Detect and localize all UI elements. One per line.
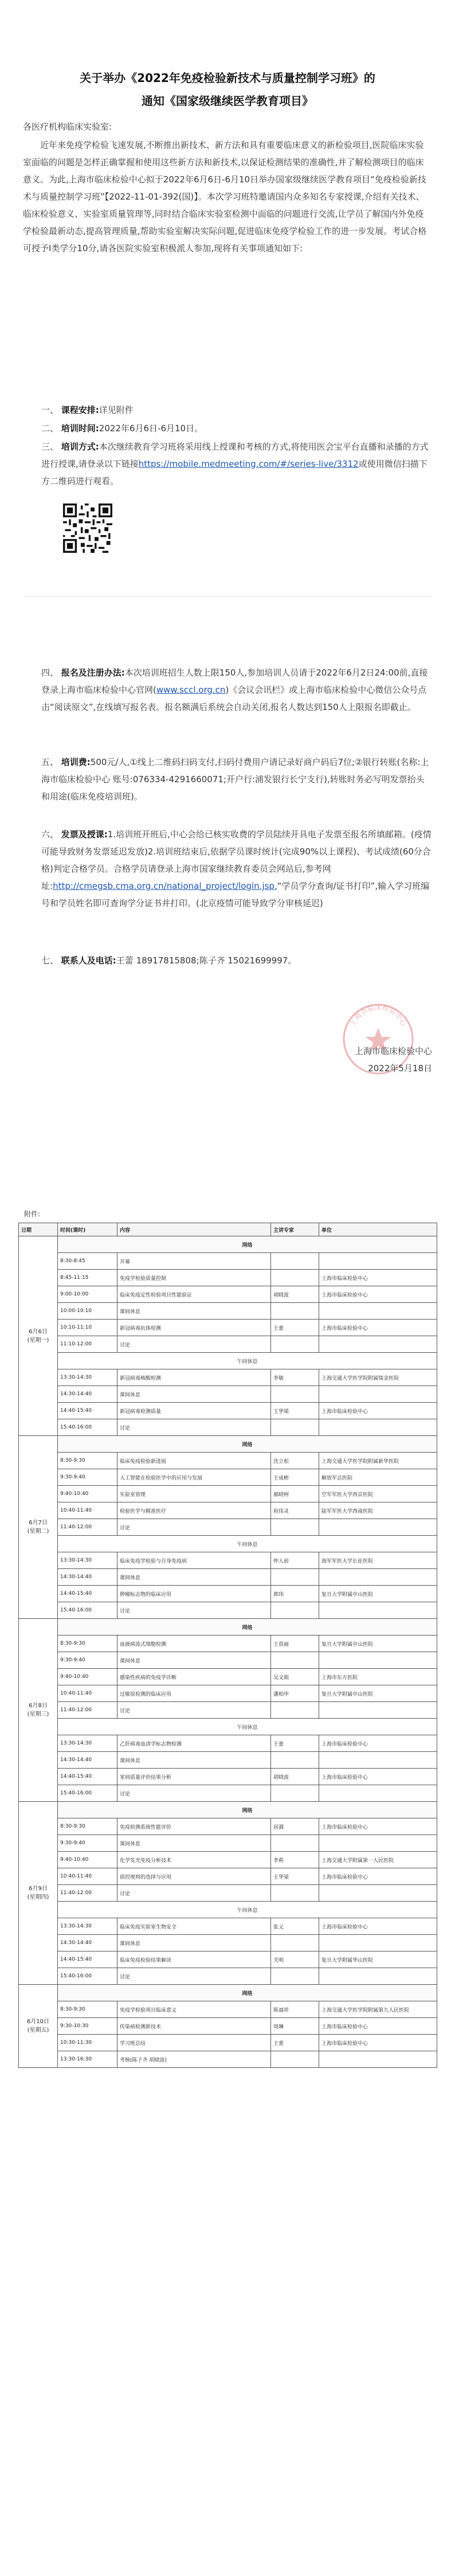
qr-code-image xyxy=(63,504,112,553)
cell-speaker: 关明 xyxy=(271,1951,319,1968)
cell-content: 免疫检测系统性能评价 xyxy=(117,1818,271,1835)
band-online: 网络 xyxy=(58,1236,437,1253)
cell-speaker: 府伟灵 xyxy=(271,1502,319,1519)
table-lunch-row xyxy=(19,1353,437,1369)
cell-unit xyxy=(319,1336,437,1353)
cell-day xyxy=(19,1619,58,1802)
cell-unit: 空军军医大学西京医院 xyxy=(319,1486,437,1502)
cell-time: 15:40-16:00 xyxy=(58,1785,117,1802)
cell-speaker: 李莉 xyxy=(271,1852,319,1868)
cell-time: 10:40-11:40 xyxy=(58,1868,117,1885)
table-row xyxy=(19,1685,437,1702)
table-row xyxy=(19,1569,437,1586)
table-row xyxy=(19,1453,437,1469)
day-weekday: (星期三) xyxy=(27,1711,49,1718)
cell-unit xyxy=(319,1785,437,1802)
header-date: 日期 xyxy=(19,1223,58,1236)
cell-speaker: 王华梁 xyxy=(271,1403,319,1419)
cell-speaker xyxy=(271,1968,319,1985)
cell-unit xyxy=(319,1752,437,1769)
cell-unit: 上海市临床检验中心 xyxy=(319,1735,437,1752)
cell-unit xyxy=(319,1303,437,1320)
cell-unit: 上海市东方医院 xyxy=(319,1669,437,1685)
cell-content: 课间休息 xyxy=(117,1303,271,1320)
cell-time: 13:30-14:30 xyxy=(58,1369,117,1386)
table-row xyxy=(19,1818,437,1835)
cell-time: 10:10-11:10 xyxy=(58,1320,117,1336)
notice-title-line1: 关于举办《2022年免疫检验新技术与质量控制学习班》的 xyxy=(80,71,375,85)
table-row xyxy=(19,1735,437,1752)
cell-speaker: 李敏 xyxy=(271,1369,319,1386)
cell-time: 9:40-10:40 xyxy=(58,1669,117,1685)
cell-unit xyxy=(319,1419,437,1436)
cme-credit-link[interactable]: http://cmegsb.cma.org.cn/national_project/login.jsp xyxy=(53,881,274,891)
table-row xyxy=(19,1270,437,1286)
cell-unit xyxy=(319,1885,437,1902)
section-label: 课程安排: xyxy=(61,405,99,415)
day-label: 6月8日 xyxy=(29,1703,48,1709)
cell-unit: 上海市临床检验中心 xyxy=(319,1818,437,1835)
section-text: 2022年6月6日-6月10日。 xyxy=(99,423,203,434)
table-row xyxy=(19,2018,437,2035)
cell-time: 11:40-12:00 xyxy=(58,1702,117,1719)
day-label: 6月7日 xyxy=(29,1520,48,1526)
cell-content: 讨论 xyxy=(117,1702,271,1719)
cell-speaker: 王华梁 xyxy=(271,1868,319,1885)
cell-unit: 陆军军医大学西南医院 xyxy=(319,1502,437,1519)
cell-time: 13:30-14:30 xyxy=(58,1735,117,1752)
cell-content: 课间休息 xyxy=(117,1652,271,1669)
table-row xyxy=(19,1752,437,1769)
cell-time: 10:30-11:30 xyxy=(58,2035,117,2051)
cell-speaker xyxy=(271,1602,319,1619)
table-row xyxy=(19,1785,437,1802)
section-label: 培训费: xyxy=(61,757,91,767)
section-text-cont: 或使用微信扫描下方二维码进行观看。 xyxy=(41,459,427,486)
section-text: 本次培训班招生人数上限150人,参加培训人员请于2022年6月2日24:00前,直接登录上海市临床检验中心官网( xyxy=(41,668,428,695)
cell-speaker: 仲人前 xyxy=(271,1552,319,1569)
table-row xyxy=(19,1336,437,1353)
cell-content: 人工智能在检验医学中的应用与发展 xyxy=(117,1469,271,1486)
cell-speaker xyxy=(271,1270,319,1286)
table-row xyxy=(19,2035,437,2051)
cell-time: 10:40-11:40 xyxy=(58,1502,117,1519)
cell-speaker xyxy=(271,1935,319,1951)
cell-speaker xyxy=(271,1386,319,1403)
cell-content: 讨论 xyxy=(117,1419,271,1436)
cell-content: 考核(陈子齐 胡晓波) xyxy=(117,2051,271,2068)
cell-time: 14:30-14:40 xyxy=(58,1935,117,1951)
section-number: 四、 xyxy=(41,668,59,678)
day-label: 6月6日 xyxy=(29,1328,48,1335)
table-row xyxy=(19,2001,437,2018)
cell-speaker xyxy=(271,1752,319,1769)
header-speaker: 主讲专家 xyxy=(271,1223,319,1236)
cell-content: 免疫学检验质量控制 xyxy=(117,1270,271,1286)
table-row xyxy=(19,1951,437,1968)
cell-speaker: 胡晓波 xyxy=(271,1286,319,1303)
cell-content: 课间休息 xyxy=(117,1835,271,1852)
cell-speaker xyxy=(271,1253,319,1270)
table-row xyxy=(19,1502,437,1519)
cell-lunch: 午间休息 xyxy=(58,1902,437,1918)
cell-speaker: 郭玮 xyxy=(271,1586,319,1602)
table-lunch-row xyxy=(19,1902,437,1918)
section-label: 发票及授课: xyxy=(61,829,108,840)
cell-time: 13:30-14:30 xyxy=(58,1918,117,1935)
cell-unit xyxy=(319,1968,437,1985)
cell-unit: 解放军总医院 xyxy=(319,1469,437,1486)
cell-content: 血液病流式细胞检测 xyxy=(117,1636,271,1652)
table-row xyxy=(19,1486,437,1502)
cell-time: 9:30-9:40 xyxy=(58,1652,117,1669)
intro-paragraph: 近年来免疫学检验飞速发展,不断推出新技术、新方法和具有重要临床意义的新检验项目,医院临床实验室面临的问题是怎样正确掌握和使用这些新方法和新技术,以保证检测结果的准确性,并了解检测项目的临床意义。为此,上海市临床检验中心拟于2022年6月6日-6月10日举办国家级继续医学教育项目“免疫检验新技术与质量控制学习班”【2022-11-01-392(国)】。本次学习班特邀请国内众多知名专家授课,介绍有关技术、临床检验意义、实验室质量管理等,同时结合临床实验室检测中面临的问题进行交流,让学员了解国内外免疫学检验最新动态,提高管理质量,帮助实验室解决实际问题,促进临床免疫学检验工作的进一步发展。考试合格可授予Ⅰ类学分10分,请各医院实验室积极派人参加,现将有关事项通知如下: xyxy=(23,140,427,253)
section-text: 王蕾 18917815808;陈子齐 15021699997。 xyxy=(116,955,297,966)
cell-time: 11:40-12:00 xyxy=(58,1885,117,1902)
schedule-table xyxy=(18,1223,437,2068)
cell-time: 14:30-14:40 xyxy=(58,1386,117,1403)
cell-speaker xyxy=(271,1519,319,1536)
cell-time: 13:30-16:30 xyxy=(58,2051,117,2068)
cell-content: 讨论 xyxy=(117,1968,271,1985)
table-row xyxy=(19,1469,437,1486)
cell-content: 新冠病毒检测质量 xyxy=(117,1403,271,1419)
table-row xyxy=(19,1286,437,1303)
table-row xyxy=(19,1552,437,1569)
table-band-row xyxy=(19,1236,437,1253)
cell-speaker xyxy=(271,1303,319,1320)
header-content: 内容 xyxy=(117,1223,271,1236)
cell-time: 9:30-9:40 xyxy=(58,1835,117,1852)
section-course-schedule xyxy=(41,401,432,419)
table-row xyxy=(19,1320,437,1336)
table-lunch-row xyxy=(19,1719,437,1735)
cell-time: 8:30-9:30 xyxy=(58,1453,117,1469)
table-row xyxy=(19,1835,437,1852)
table-row xyxy=(19,1369,437,1386)
table-row xyxy=(19,1419,437,1436)
cell-content: 肿瘤标志物的临床应用 xyxy=(117,1586,271,1602)
cell-content: 免疫学检验项目临床意义 xyxy=(117,2001,271,2018)
cell-speaker: 郝晓柯 xyxy=(271,1486,319,1502)
cell-speaker xyxy=(271,1785,319,1802)
cell-time: 10:40-11:40 xyxy=(58,1685,117,1702)
cell-time: 8:30-8:45 xyxy=(58,1253,117,1270)
cell-content: 新冠病毒抗体检测 xyxy=(117,1320,271,1336)
cell-time: 14:40-15:40 xyxy=(58,1403,117,1419)
cell-unit xyxy=(319,1935,437,1951)
day-weekday: (星期五) xyxy=(27,2027,49,2034)
cell-unit: 复旦大学附属中山医院 xyxy=(319,1636,437,1652)
cell-unit: 复旦大学附属中山医院 xyxy=(319,1685,437,1702)
attachment-label: 附件: xyxy=(24,1210,41,1218)
cell-time: 14:40-15:40 xyxy=(58,1586,117,1602)
cell-content: 讨论 xyxy=(117,1602,271,1619)
cell-content: 课间休息 xyxy=(117,1386,271,1403)
cell-unit xyxy=(319,1569,437,1586)
cell-time: 10:00-10:10 xyxy=(58,1303,117,1320)
cell-time: 9:40-10:40 xyxy=(58,1486,117,1502)
cell-time: 15:40-16:00 xyxy=(58,1419,117,1436)
band-online: 网络 xyxy=(58,1619,437,1636)
section-number: 五、 xyxy=(41,757,59,767)
cell-time: 8:30-9:30 xyxy=(58,2001,117,2018)
cell-speaker xyxy=(271,2051,319,2068)
cell-unit xyxy=(319,1652,437,1669)
cell-unit xyxy=(319,1602,437,1619)
table-row xyxy=(19,1386,437,1403)
cell-day xyxy=(19,1802,58,1985)
table-row xyxy=(19,1652,437,1669)
section-number: 三、 xyxy=(41,442,59,452)
cell-day xyxy=(19,1436,58,1619)
cell-day xyxy=(19,1236,58,1436)
section-text: 500元/人,①线上二维码扫码支付,扫码付费用户请记录好商户码后7位;②银行转账(名称:上海市临床检验中心 账号:076334-4291660071;开户行:浦发银行长宁支行),转账时务必写明发票抬头和用途(临床免疫培训班)。 xyxy=(41,757,429,802)
table-band-row xyxy=(19,1802,437,1818)
section-label: 培训时间: xyxy=(61,423,99,434)
table-row xyxy=(19,1935,437,1951)
table-row xyxy=(19,1918,437,1935)
header-time: 时间(课时) xyxy=(58,1223,117,1236)
cell-time: 9:00-10:00 xyxy=(58,1286,117,1303)
table-row xyxy=(19,1403,437,1419)
cell-speaker xyxy=(271,1835,319,1852)
cell-time: 15:40-16:00 xyxy=(58,1602,117,1619)
table-lunch-row xyxy=(19,1536,437,1552)
live-stream-link[interactable]: https://mobile.medmeeting.com/#/series-live/3312 xyxy=(138,459,359,469)
cell-content: 讨论 xyxy=(117,1885,271,1902)
table-band-row xyxy=(19,1985,437,2001)
section-divider xyxy=(23,596,432,597)
cell-unit: 复旦大学附属中山医院 xyxy=(319,1586,437,1602)
cell-time: 14:30-14:40 xyxy=(58,1569,117,1586)
section-training-method xyxy=(41,438,432,490)
cell-unit: 上海交通大学医学院附属新华医院 xyxy=(319,1453,437,1469)
cell-speaker: 居漪 xyxy=(271,1818,319,1835)
cell-unit: 上海市临床检验中心 xyxy=(319,1286,437,1303)
cell-time: 8:30-9:30 xyxy=(58,1818,117,1835)
table-row xyxy=(19,1602,437,1619)
cell-content: 传染病检测新技术 xyxy=(117,2018,271,2035)
table-header-row xyxy=(19,1223,437,1236)
section-number: 七、 xyxy=(41,955,59,966)
cell-content: 化学发光免疫分析技术 xyxy=(117,1852,271,1868)
table-row xyxy=(19,1868,437,1885)
table-row xyxy=(19,1586,437,1602)
cell-content: 过敏原检测的临床应用 xyxy=(117,1685,271,1702)
section-contact xyxy=(41,952,432,969)
cell-speaker: 王成彬 xyxy=(271,1469,319,1486)
section-training-time xyxy=(41,420,432,437)
cell-unit: 上海市临床检验中心 xyxy=(319,1769,437,1785)
cell-speaker xyxy=(271,1702,319,1719)
cell-lunch: 午间休息 xyxy=(58,1536,437,1552)
cell-content: 室间质量评价结果分析 xyxy=(117,1769,271,1785)
cell-speaker: 王蕾 xyxy=(271,2035,319,2051)
cell-time: 13:30-14:30 xyxy=(58,1552,117,1569)
band-online: 网络 xyxy=(58,1802,437,1818)
table-row xyxy=(19,1885,437,1902)
cell-content: 开幕 xyxy=(117,1253,271,1270)
cell-content: 学习班总结 xyxy=(117,2035,271,2051)
header-unit: 单位 xyxy=(319,1223,437,1236)
cell-content: 临床免疫学检验与自身免疫病 xyxy=(117,1552,271,1569)
day-weekday: (星期一) xyxy=(27,1337,49,1344)
salutation: 各医疗机构临床实验室: xyxy=(23,122,112,132)
cell-unit: 上海市临床检验中心 xyxy=(319,1918,437,1935)
cell-time: 8:45-11:15 xyxy=(58,1270,117,1286)
cell-content: 质控规则的选择与应用 xyxy=(117,1868,271,1885)
cell-speaker: 胡晓波 xyxy=(271,1769,319,1785)
cell-unit: 上海市临床检验中心 xyxy=(319,1320,437,1336)
cell-speaker: 周琳 xyxy=(271,2018,319,2035)
cell-speaker: 张义 xyxy=(271,1918,319,1935)
cell-content: 临床免疫检验结果解读 xyxy=(117,1951,271,1968)
section-label: 培训方式: xyxy=(61,442,99,452)
cell-content: 讨论 xyxy=(117,1519,271,1536)
cell-lunch: 午间休息 xyxy=(58,1719,437,1735)
sign-date: 2022年5月18日 xyxy=(368,1063,432,1074)
cell-time: 9:30-9:40 xyxy=(58,1469,117,1486)
cell-day xyxy=(19,1985,58,2068)
section-text-cont: )《会议会讯栏》或上海市临床检验中心微信公众号点击“阅读原文”,在线填写报名表。报名额满后系统会自动关闭,报名人数达到150人上限报名即截止。 xyxy=(41,685,427,712)
section-registration xyxy=(41,664,432,716)
table-row xyxy=(19,1303,437,1320)
section-number: 一、 xyxy=(41,405,59,415)
cell-time: 11:10-12:00 xyxy=(58,1336,117,1353)
table-row xyxy=(19,1636,437,1652)
cell-unit xyxy=(319,1835,437,1852)
cell-speaker: 王蕾 xyxy=(271,1320,319,1336)
table-band-row xyxy=(19,1436,437,1453)
cell-content: 新冠病毒核酸检测 xyxy=(117,1369,271,1386)
cell-speaker xyxy=(271,1336,319,1353)
cell-time: 9:30-10:30 xyxy=(58,2018,117,2035)
svg-text:上海市临床检验中心 xyxy=(348,1003,408,1028)
cell-time: 14:30-14:40 xyxy=(58,1752,117,1769)
section-label: 报名及注册办法: xyxy=(61,668,125,678)
table-row xyxy=(19,1253,437,1270)
cell-time: 15:40-16:00 xyxy=(58,1968,117,1985)
cell-content: 课间休息 xyxy=(117,1935,271,1951)
cell-content: 讨论 xyxy=(117,1785,271,1802)
cell-content: 临床免疫定性检验项目性能验证 xyxy=(117,1286,271,1303)
sign-organization: 上海市临床检验中心 xyxy=(354,1046,432,1056)
band-online: 网络 xyxy=(58,1436,437,1453)
cell-speaker: 王蕾 xyxy=(271,1735,319,1752)
table-row xyxy=(19,1669,437,1685)
cell-content: 实验室管理 xyxy=(117,1486,271,1502)
cell-content: 临床免疫实验室生物安全 xyxy=(117,1918,271,1935)
cell-time: 11:40-12:00 xyxy=(58,1519,117,1536)
cell-speaker: 陈福祥 xyxy=(271,2001,319,2018)
cell-content: 讨论 xyxy=(117,1336,271,1353)
cell-unit xyxy=(319,2051,437,2068)
section-label: 联系人及电话: xyxy=(61,955,116,966)
day-weekday: (星期四) xyxy=(27,1894,49,1900)
section-text: 详见附件 xyxy=(99,405,134,415)
table-row xyxy=(19,1968,437,1985)
cell-time: 14:40-15:40 xyxy=(58,1951,117,1968)
cell-content: 课间休息 xyxy=(117,1569,271,1586)
table-band-row xyxy=(19,1619,437,1636)
section-invoice xyxy=(41,826,432,912)
cell-speaker: 王蓓丽 xyxy=(271,1636,319,1652)
cell-unit: 海军军医大学长征医院 xyxy=(319,1552,437,1569)
notice-title-line2: 通知《国家级继续医学教育项目》 xyxy=(142,94,313,108)
section-text: 1.培训班开班后,中心会给已核实收费的学员陆续开具电子发票至报名所填邮箱。(疫情可能导致财务发票延迟发放)2.培训班结束后,依据学员课时统计(完成90%以上课程)、考试成绩(60分合格)判定合格学员。合格学员请登录上海市国家继续教育委员会网站后,参考网址: xyxy=(41,829,432,891)
cell-unit: 上海交通大学附属第一人民医院 xyxy=(319,1852,437,1868)
cell-unit: 上海市临床检验中心 xyxy=(319,1403,437,1419)
cell-content: 乙肝病毒血清学标志物检测 xyxy=(117,1735,271,1752)
cell-speaker xyxy=(271,1885,319,1902)
cell-time: 8:30-9:30 xyxy=(58,1636,117,1652)
cell-unit xyxy=(319,1702,437,1719)
day-label: 6月9日 xyxy=(29,1886,48,1892)
cell-unit: 上海市临床检验中心 xyxy=(319,2035,437,2051)
band-online: 网络 xyxy=(58,1985,437,2001)
section-text-cont: ,“学员学分查询/证书打印”,输入学习班编号和学员姓名即可查询学分证书并打印。(北京疫情可能导致学分审核延迟) xyxy=(41,881,430,908)
cell-unit xyxy=(319,1253,437,1270)
cell-unit xyxy=(319,1386,437,1403)
cell-speaker: 吴文娟 xyxy=(271,1669,319,1685)
cell-unit: 上海交通大学医学院附属瑞金医院 xyxy=(319,1369,437,1386)
section-text: 本次继续教育学习班将采用线上授课和考核的方式,将使用医会宝平台直播和录播的方式进行授课,请登录以下链接 xyxy=(41,442,429,469)
cell-unit: 上海市临床检验中心 xyxy=(319,1270,437,1286)
cell-lunch: 午间休息 xyxy=(58,1353,437,1369)
cell-unit: 复旦大学附属华山医院 xyxy=(319,1951,437,1968)
cell-unit: 上海市临床检验中心 xyxy=(319,2018,437,2035)
cell-speaker xyxy=(271,1569,319,1586)
official-site-link[interactable]: www.sccl.org.cn xyxy=(156,685,226,695)
day-label: 6月10日 xyxy=(26,2019,50,2025)
table-row xyxy=(19,1852,437,1868)
section-fee xyxy=(41,754,432,805)
seal-text: 上海市临床检验中心 xyxy=(348,1003,408,1028)
table-row xyxy=(19,1702,437,1719)
table-row xyxy=(19,1769,437,1785)
cell-time: 9:40-10:40 xyxy=(58,1852,117,1868)
cell-speaker: 沈立松 xyxy=(271,1453,319,1469)
section-number: 六、 xyxy=(41,829,59,840)
cell-unit: 上海市临床检验中心 xyxy=(319,1868,437,1885)
table-row xyxy=(19,1519,437,1536)
cell-unit xyxy=(319,1519,437,1536)
cell-content: 临床免疫检验新进展 xyxy=(117,1453,271,1469)
cell-speaker xyxy=(271,1419,319,1436)
cell-speaker xyxy=(271,1652,319,1669)
cell-content: 感染性疾病的免疫学诊断 xyxy=(117,1669,271,1685)
cell-content: 课间休息 xyxy=(117,1752,271,1769)
day-weekday: (星期二) xyxy=(27,1528,49,1535)
cell-speaker: 潘柏申 xyxy=(271,1685,319,1702)
table-row xyxy=(19,2051,437,2068)
section-number: 二、 xyxy=(41,423,59,434)
cell-time: 14:40-15:40 xyxy=(58,1769,117,1785)
cell-content: 检验医学与精准医疗 xyxy=(117,1502,271,1519)
cell-unit: 上海交通大学医学院附属第九人民医院 xyxy=(319,2001,437,2018)
